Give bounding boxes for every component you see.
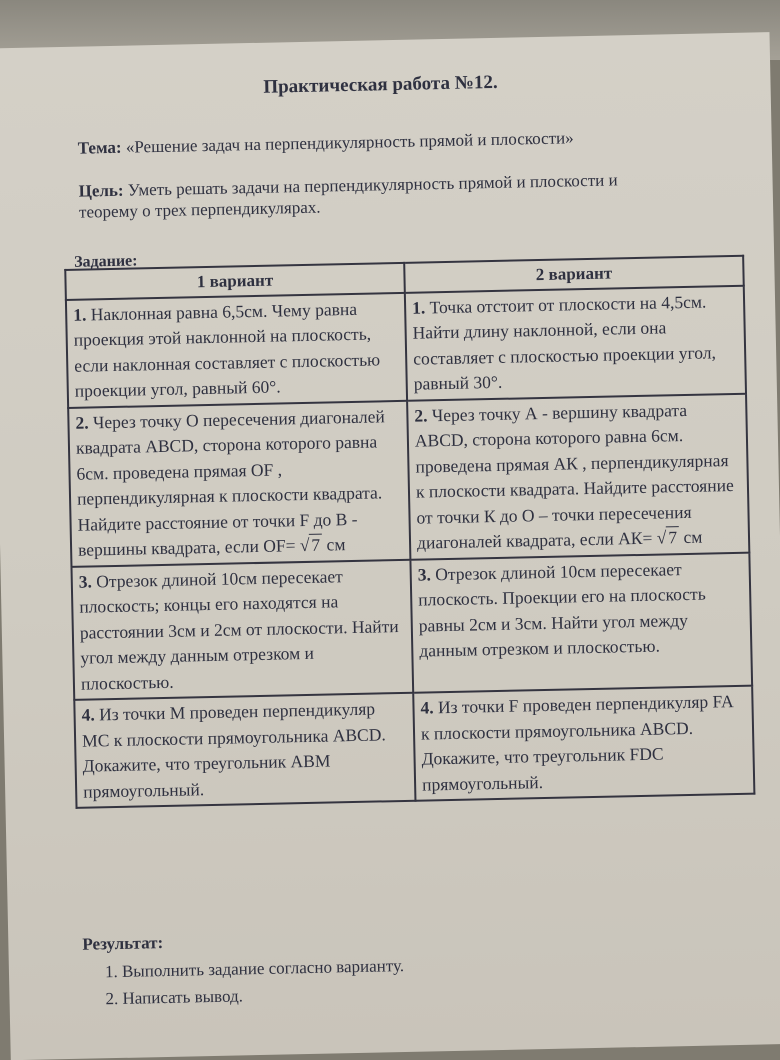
variant-2-header: 2 вариант (404, 256, 744, 293)
task-cell-2-1 (68, 400, 410, 566)
task-text: Отрезок длиной 10см пересекает плоскость; концы его находятся на расстоянии 3см и 2см от плоскости. Найти угол между данным отрезком и плоскостью. (79, 565, 399, 694)
task-number: 2. (75, 411, 89, 433)
sqrt-symbol: √ (656, 527, 667, 548)
result-item: 2. Написать вывод. (105, 986, 244, 1009)
goal-text: Уметь решать задачи на перпендикулярность прямой и плоскости и теорему о трех перпендикулярах. (78, 170, 618, 222)
task-text: Наклонная равна 6,5см. Чему равна проекция этой наклонной на плоскость, если наклонная составляет с плоскостью проекции угол, равный 60°. (73, 298, 381, 401)
task-cell-1-1 (66, 292, 407, 407)
task-number: 4. (420, 697, 434, 718)
table-row (68, 393, 749, 566)
task-cell-4-2 (413, 686, 754, 801)
topic-text: «Решение задач на перпендикулярность прямой и плоскости» (125, 128, 574, 157)
topic-label: Тема: (77, 137, 122, 158)
result-label: Результат: (82, 933, 164, 954)
table-row (71, 552, 752, 700)
task-number: 1. (411, 296, 426, 318)
sqrt-expression (656, 525, 679, 551)
sqrt-symbol: √ (299, 534, 310, 556)
table-row (66, 285, 746, 407)
task-cell-3-2 (410, 552, 752, 693)
task-text: Отрезок длиной 10см пересекает плоскость. Проекции его на плоскость равны 2см и 3см. Найти угол между данным отрезком и плоскостью. (418, 558, 706, 661)
task-text: Через точку О пересечения диагоналей квадрата ABCD, сторона которого равна 6см. проведена прямая OF , перпендикулярная к плоскости квадрата. Найдите расстояние от точки F до В - вершины квадрата, если OF= (75, 405, 385, 560)
task-text: Из точки М проведен перпендикуляр МС к плоскости прямоугольника ABCD. Докажите, что треугольник АВМ прямоугольный. (81, 698, 386, 802)
result-item: 1. Выполнить задание согласно варианту. (104, 956, 405, 982)
topic (78, 126, 678, 158)
task-cell-1-2 (405, 285, 746, 400)
unit: см (326, 534, 346, 555)
task-number: 4. (81, 704, 95, 725)
task-number: 2. (414, 404, 428, 426)
variant-1-header: 1 вариант (65, 263, 405, 300)
table-row (74, 686, 754, 808)
goal-label: Цель: (78, 180, 124, 201)
unit: см (683, 526, 703, 548)
sqrt-radicand: 7 (666, 526, 679, 547)
task-cell-3-1 (71, 559, 413, 700)
tasks-table (64, 255, 755, 809)
task-text: Точка отстоит от плоскости на 4,5см. Найти длину наклонной, если она составляет с плоскостью проекции угол, равный 30°. (412, 291, 717, 394)
task-text: Через точку А - вершину квадрата ABCD, сторона которого равна 6см. проведена прямая АК , перпендикулярная к плоскости квадрата. Найдите расстояние от точки К до О – точки пересечения диагоналей квадрата, если АК= (414, 399, 734, 553)
task-number: 3. (417, 563, 432, 585)
task-cell-2-2 (407, 393, 749, 559)
goal (78, 168, 679, 223)
sqrt-expression (300, 533, 323, 559)
result-list (105, 952, 405, 1012)
task-text: Из точки F проведен перпендикуляр FA к плоскости прямоугольника ABCD. Докажите, что треугольник FDC прямоугольный. (420, 691, 733, 795)
paper-sheet (0, 32, 780, 1060)
page-title: Практическая работа №12. (263, 71, 498, 98)
sqrt-radicand: 7 (309, 534, 322, 555)
task-cell-4-1 (74, 693, 415, 808)
task-number: 1. (72, 304, 87, 325)
task-number: 3. (78, 570, 93, 592)
task-label: Задание: (73, 252, 138, 271)
